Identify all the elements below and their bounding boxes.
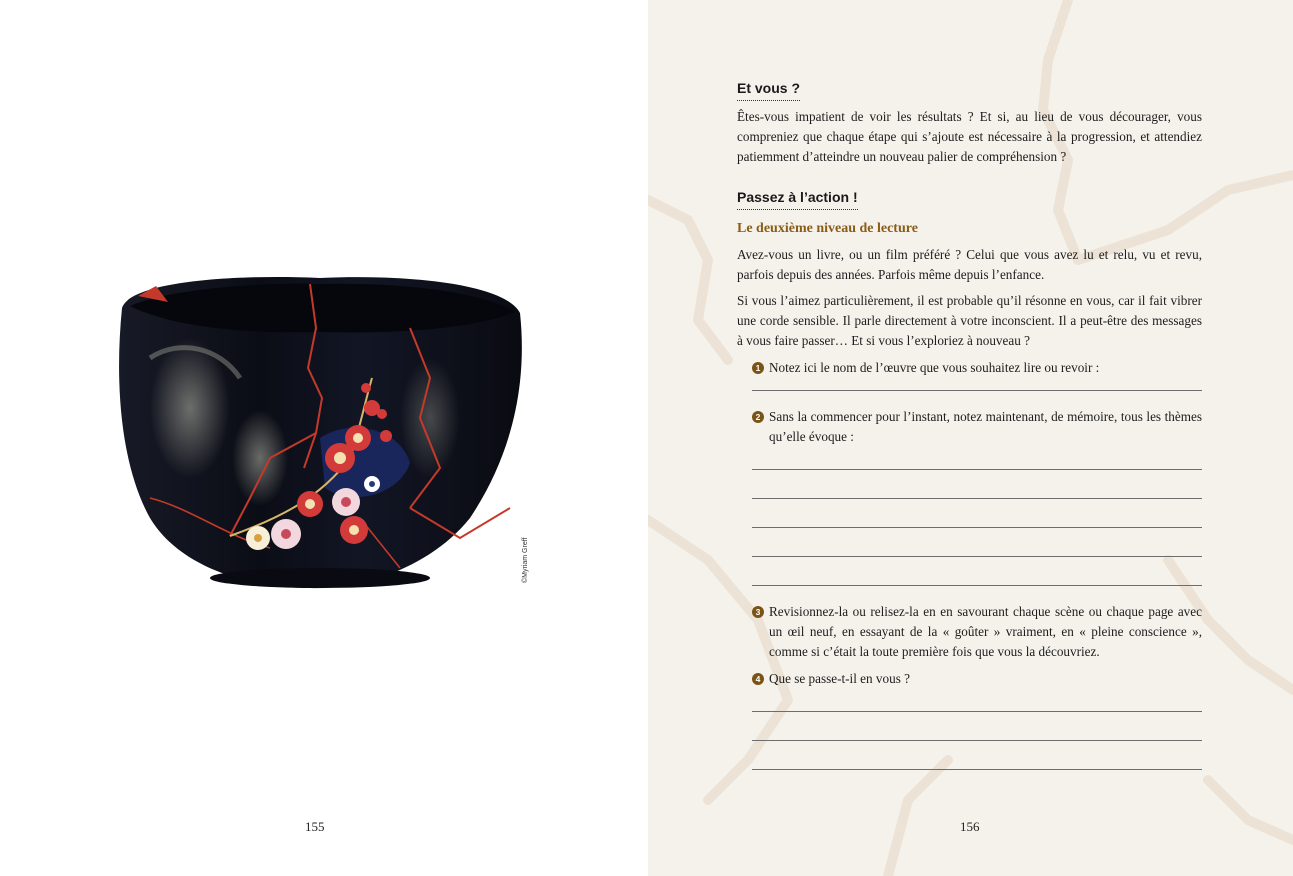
answer-line[interactable]	[752, 447, 1202, 470]
step-1	[737, 358, 1202, 378]
answer-line[interactable]	[752, 557, 1202, 586]
step-number-badge: 4	[752, 673, 764, 685]
step-number-badge: 1	[752, 362, 764, 374]
page-number-left: 155	[305, 819, 325, 834]
step-3	[737, 602, 1202, 662]
right-page	[648, 0, 1293, 876]
step-text: Notez ici le nom de l’œuvre que vous souhaitez lire ou revoir :	[769, 360, 1100, 375]
subheading-deuxieme-niveau: Le deuxième niveau de lecture	[737, 221, 918, 236]
heading-passez-action: Passez à l’action !	[737, 187, 858, 210]
page-number-right: 156	[960, 819, 980, 834]
photo-credit: ©Myriam Greff	[522, 537, 529, 583]
step-number-badge: 3	[752, 606, 764, 618]
step-text: Que se passe-t-il en vous ?	[769, 671, 910, 686]
heading-et-vous: Et vous ?	[737, 78, 800, 101]
step-text: Sans la commencer pour l’instant, notez maintenant, de mémoire, tous les thèmes qu’elle évoque :	[769, 409, 1202, 444]
answer-line[interactable]	[752, 470, 1202, 499]
step-number-badge: 2	[752, 411, 764, 423]
step-text: Revisionnez-la ou relisez-la en en savourant chaque scène ou chaque page avec un œil neuf, en essayant de la « goûter » vraiment, en « pleine conscience », comme si c’était la toute première fois que vous la découvriez.	[769, 604, 1202, 659]
tea-bowl-photo	[110, 268, 530, 598]
action-paragraph-1: Avez-vous un livre, ou un film préféré ? Celui que vous avez lu et relu, vu et revu, parfois depuis des années. Parfois même depuis l’enfance.	[737, 247, 1202, 282]
answer-line[interactable]	[752, 689, 1202, 712]
answer-line[interactable]	[752, 712, 1202, 741]
answer-line[interactable]	[752, 378, 1202, 391]
et-vous-paragraph: Êtes-vous impatient de voir les résultats ? Et si, au lieu de vous décourager, vous compreniez que chaque étape qui s’ajoute est nécessaire à la progression, et attendiez patiemment d’atteindre un nouveau palier de compréhension ?	[737, 109, 1202, 164]
answer-line[interactable]	[752, 741, 1202, 770]
step-2	[737, 407, 1202, 447]
action-paragraph-2: Si vous l’aimez particulièrement, il est probable qu’il résonne en vous, car il fait vibrer une corde sensible. Il parle directement à votre inconscient. Il a peut-être des messages à vous faire passer… Et si vous l’exploriez à nouveau ?	[737, 293, 1202, 348]
answer-line[interactable]	[752, 528, 1202, 557]
step-4	[737, 669, 1202, 689]
main-text-column	[737, 78, 1202, 770]
answer-line[interactable]	[752, 499, 1202, 528]
